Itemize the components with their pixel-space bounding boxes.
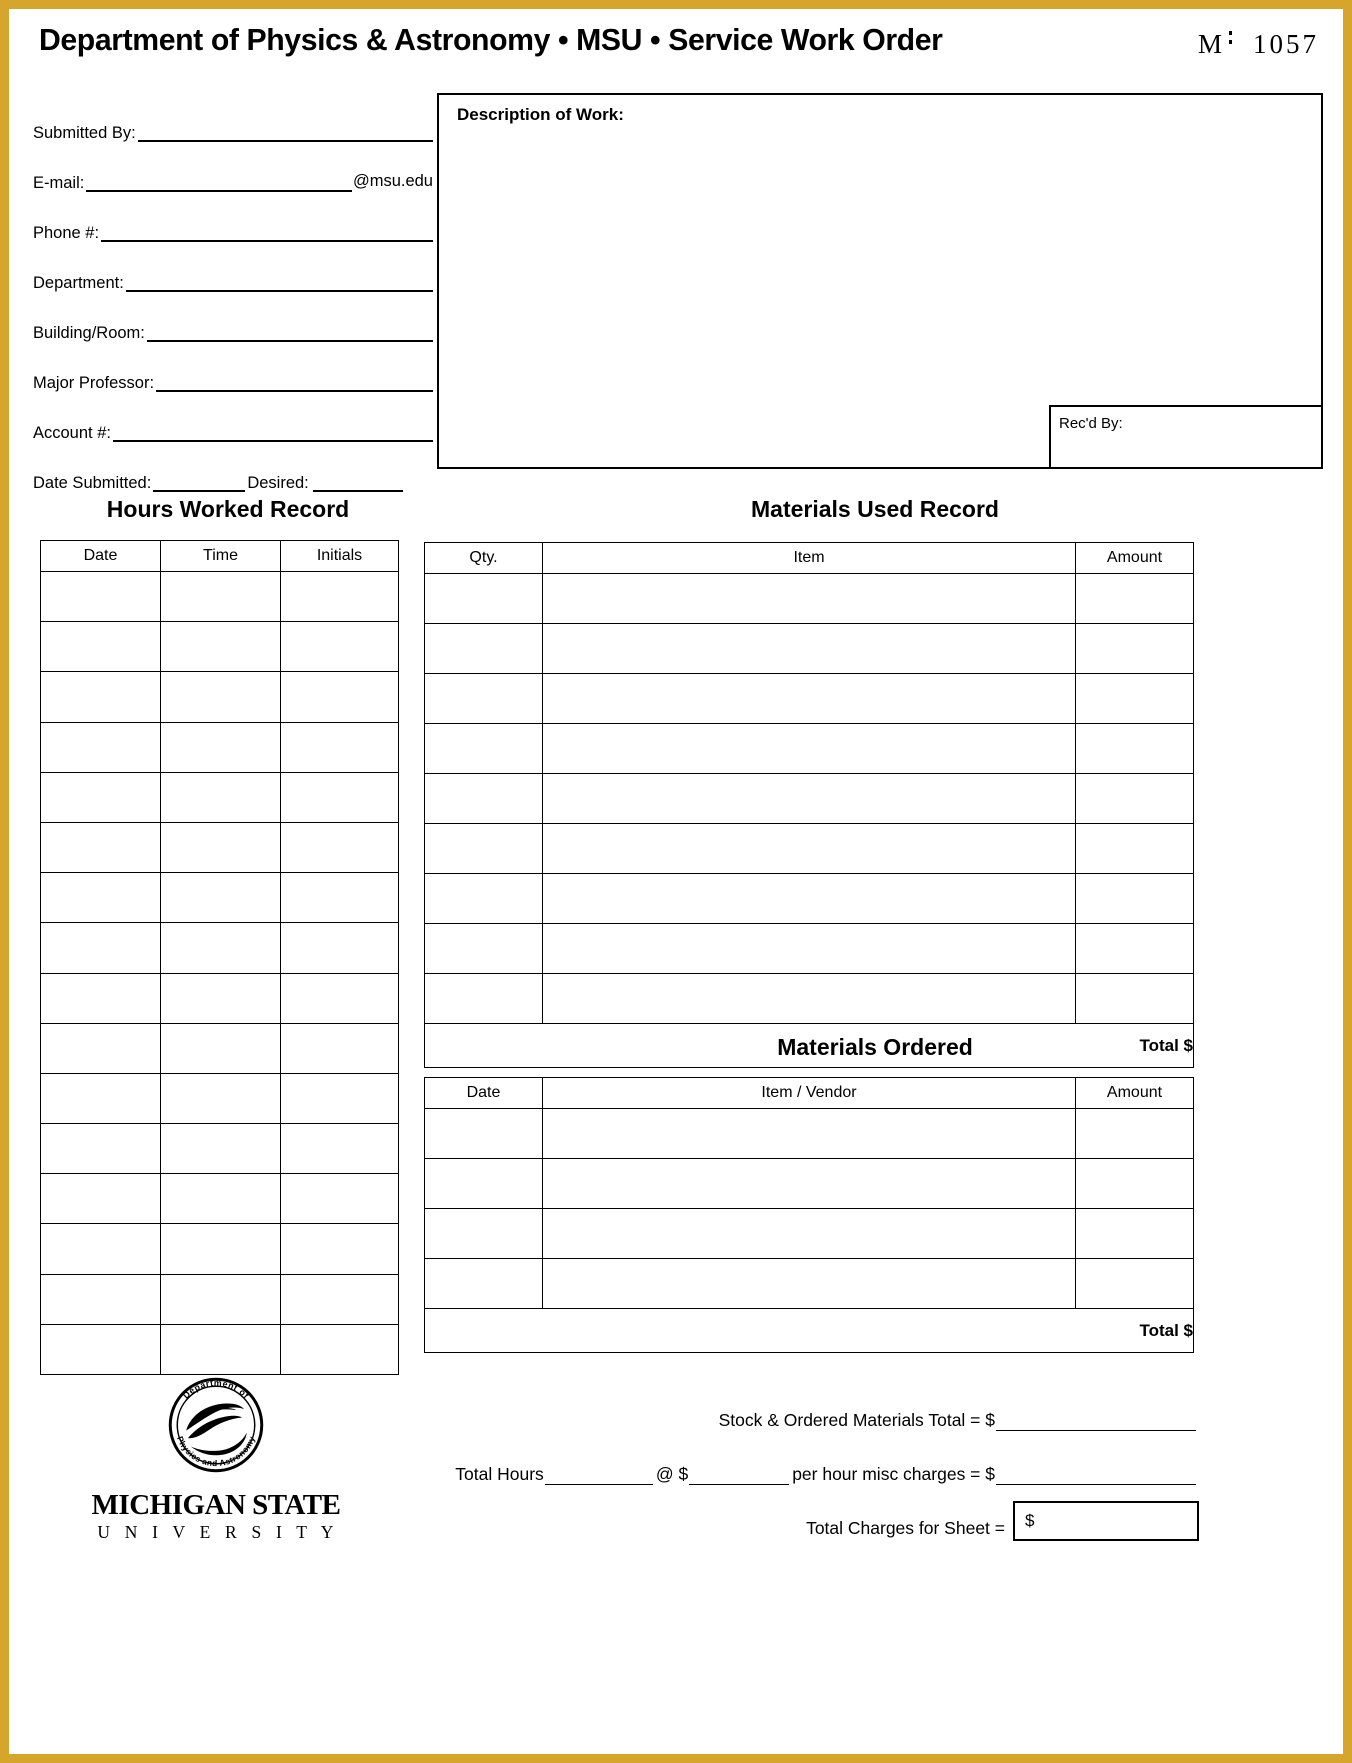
table-header-row: [425, 543, 1194, 574]
table-cell[interactable]: [1076, 924, 1194, 974]
table-cell[interactable]: [161, 622, 281, 672]
field-label: Submitted By:: [33, 123, 136, 142]
table-cell[interactable]: [281, 923, 399, 973]
field-building-room[interactable]: [33, 293, 433, 343]
table-cell[interactable]: [543, 874, 1076, 924]
university-subtitle: U N I V E R S I T Y: [97, 1521, 339, 1542]
per-hour-misc-label: per hour misc charges = $: [792, 1464, 995, 1484]
table-cell[interactable]: [41, 873, 161, 923]
table-row[interactable]: [41, 722, 399, 772]
table-cell[interactable]: [281, 1023, 399, 1073]
materials-ordered-title: Materials Ordered: [777, 1034, 973, 1060]
table-row[interactable]: [41, 923, 399, 973]
table-cell[interactable]: [281, 873, 399, 923]
hourly-rate-input[interactable]: [689, 1484, 789, 1485]
table-cell[interactable]: [41, 1324, 161, 1374]
field-label: Phone #:: [33, 223, 100, 242]
table-row[interactable]: [41, 1073, 399, 1123]
submitted-by-input[interactable]: [138, 140, 433, 142]
table-cell[interactable]: [1076, 624, 1194, 674]
table-row[interactable]: [425, 774, 1194, 824]
table-cell[interactable]: [281, 822, 399, 872]
table-cell[interactable]: [425, 574, 543, 624]
table-cell[interactable]: [425, 1159, 543, 1209]
misc-charges-input[interactable]: [996, 1484, 1196, 1485]
table-row[interactable]: [425, 874, 1194, 924]
table-cell[interactable]: [1076, 1259, 1194, 1309]
form-header: [31, 23, 1321, 77]
email-domain-suffix: @msu.edu: [352, 172, 433, 190]
table-cell[interactable]: [41, 923, 161, 973]
table-cell[interactable]: [1076, 774, 1194, 824]
table-cell[interactable]: [1076, 1159, 1194, 1209]
seal-top-text: Department of: [180, 1377, 252, 1401]
total-charges-line[interactable]: [399, 1487, 1199, 1541]
field-dates[interactable]: [33, 443, 433, 493]
table-row[interactable]: [425, 674, 1194, 724]
hours-worked-title: Hours Worked Record: [106, 496, 350, 522]
table-row[interactable]: [41, 1023, 399, 1073]
table-cell[interactable]: [425, 774, 543, 824]
table-cell[interactable]: [543, 774, 1076, 824]
table-row[interactable]: [41, 1274, 399, 1324]
table-row[interactable]: [41, 1124, 399, 1174]
table-cell[interactable]: [41, 622, 161, 672]
table-header-row: [425, 1078, 1194, 1109]
materials-used-title: Materials Used Record: [751, 496, 999, 522]
table-cell[interactable]: [161, 1274, 281, 1324]
table-cell[interactable]: [1076, 574, 1194, 624]
table-cell[interactable]: [281, 1174, 399, 1224]
major-professor-input[interactable]: [156, 390, 433, 392]
table-cell[interactable]: [161, 772, 281, 822]
table-cell[interactable]: [161, 722, 281, 772]
date-submitted-input[interactable]: [153, 490, 245, 492]
field-label: Account #:: [33, 423, 111, 442]
table-cell[interactable]: [281, 772, 399, 822]
table-cell[interactable]: [41, 1023, 161, 1073]
received-by-label: Rec'd By:: [1059, 415, 1123, 432]
table-cell[interactable]: [425, 674, 543, 724]
msu-branding: [81, 1369, 351, 1543]
stock-materials-total-input[interactable]: [996, 1430, 1196, 1431]
table-cell[interactable]: [281, 1073, 399, 1123]
account-number-input[interactable]: [113, 440, 433, 442]
table-row[interactable]: [41, 873, 399, 923]
table-cell[interactable]: [281, 1274, 399, 1324]
table-cell[interactable]: [281, 722, 399, 772]
table-cell[interactable]: [1076, 824, 1194, 874]
table-row[interactable]: [41, 622, 399, 672]
table-cell[interactable]: [281, 1324, 399, 1374]
table-cell[interactable]: [543, 674, 1076, 724]
table-cell[interactable]: [41, 822, 161, 872]
table-cell[interactable]: [543, 1159, 1076, 1209]
table-cell[interactable]: [543, 574, 1076, 624]
table-cell[interactable]: [161, 973, 281, 1023]
table-cell[interactable]: [41, 1124, 161, 1174]
table-cell[interactable]: [41, 973, 161, 1023]
table-cell[interactable]: [425, 1109, 543, 1159]
table-row[interactable]: [425, 1159, 1194, 1209]
svg-text:Department of: [181, 1378, 252, 1401]
received-by-box[interactable]: [1049, 405, 1323, 469]
table-cell[interactable]: [161, 1224, 281, 1274]
table-cell[interactable]: [41, 1274, 161, 1324]
table-row[interactable]: [41, 1174, 399, 1224]
building-room-input[interactable]: [147, 340, 433, 342]
table-row[interactable]: [41, 572, 399, 622]
email-input[interactable]: [86, 190, 352, 192]
column-header-item: Item: [543, 543, 1076, 574]
seal-bottom-text: Physics and Astronomy: [174, 1434, 257, 1469]
table-cell[interactable]: [543, 624, 1076, 674]
table-cell[interactable]: [425, 924, 543, 974]
table-row[interactable]: [425, 1209, 1194, 1259]
field-account-number[interactable]: [33, 393, 433, 443]
submitter-fields: [33, 93, 433, 493]
table-cell[interactable]: [281, 1124, 399, 1174]
table-cell[interactable]: [161, 1073, 281, 1123]
table-cell[interactable]: [281, 572, 399, 622]
serial-prefix: M: [1197, 29, 1223, 59]
table-cell[interactable]: [425, 874, 543, 924]
materials-used-table[interactable]: [424, 542, 1194, 1068]
table-cell[interactable]: [543, 1209, 1076, 1259]
column-header-initials: Initials: [281, 541, 399, 572]
date-desired-label: Desired:: [247, 473, 309, 492]
work-order-form: [9, 9, 1343, 1754]
table-cell[interactable]: [281, 622, 399, 672]
field-department[interactable]: [33, 243, 433, 293]
table-row[interactable]: [41, 672, 399, 722]
table-row[interactable]: [41, 822, 399, 872]
field-major-professor[interactable]: [33, 343, 433, 393]
date-desired-input[interactable]: [313, 490, 403, 492]
table-cell[interactable]: [41, 772, 161, 822]
total-hours-label: Total Hours: [455, 1464, 544, 1484]
table-cell[interactable]: [41, 722, 161, 772]
stock-materials-total-line[interactable]: [399, 1379, 1199, 1433]
table-cell[interactable]: [1076, 674, 1194, 724]
table-cell[interactable]: [425, 824, 543, 874]
table-cell[interactable]: [281, 672, 399, 722]
column-header-item-vendor: Item / Vendor: [543, 1078, 1076, 1109]
table-cell[interactable]: [543, 824, 1076, 874]
table-cell[interactable]: [543, 724, 1076, 774]
table-cell[interactable]: [543, 1259, 1076, 1309]
materials-ordered-table[interactable]: [424, 1077, 1194, 1353]
table-cell[interactable]: [543, 1109, 1076, 1159]
table-cell[interactable]: [161, 822, 281, 872]
table-cell[interactable]: [161, 572, 281, 622]
table-row[interactable]: [425, 924, 1194, 974]
stock-materials-label: Stock & Ordered Materials Total = $: [718, 1410, 995, 1430]
materials-ordered-total-label: Total $: [425, 1309, 1194, 1353]
table-cell[interactable]: [1076, 974, 1194, 1024]
phone-input[interactable]: [101, 240, 433, 242]
serial-digits: 1057: [1253, 29, 1319, 59]
table-cell[interactable]: [41, 1224, 161, 1274]
table-cell[interactable]: [41, 672, 161, 722]
table-row[interactable]: [41, 973, 399, 1023]
column-header-qty: Qty.: [425, 543, 543, 574]
table-row[interactable]: [41, 772, 399, 822]
field-label: Major Professor:: [33, 373, 155, 392]
hours-worked-table[interactable]: [40, 540, 399, 1375]
total-charges-input[interactable]: [1013, 1501, 1199, 1541]
table-row[interactable]: [425, 1109, 1194, 1159]
field-label: Building/Room:: [33, 323, 145, 342]
table-header-row: [41, 541, 399, 572]
table-row[interactable]: [425, 824, 1194, 874]
field-submitted-by[interactable]: [33, 93, 433, 143]
table-cell[interactable]: [425, 974, 543, 1024]
table-cell[interactable]: [281, 1224, 399, 1274]
table-total-row: [425, 1309, 1194, 1353]
table-cell[interactable]: [41, 1073, 161, 1123]
table-row[interactable]: [425, 624, 1194, 674]
description-of-work-box[interactable]: [437, 93, 1323, 469]
table-row[interactable]: [425, 724, 1194, 774]
column-header-amount: Amount: [1076, 1078, 1194, 1109]
table-cell[interactable]: [41, 572, 161, 622]
table-row[interactable]: [425, 574, 1194, 624]
description-label: Description of Work:: [457, 105, 624, 124]
table-cell[interactable]: [425, 1209, 543, 1259]
table-cell[interactable]: [1076, 1209, 1194, 1259]
table-row[interactable]: [41, 1324, 399, 1374]
table-row[interactable]: [425, 974, 1194, 1024]
total-hours-input[interactable]: [545, 1484, 653, 1485]
table-cell[interactable]: [161, 1023, 281, 1073]
table-cell[interactable]: [161, 672, 281, 722]
table-cell[interactable]: [425, 724, 543, 774]
table-row[interactable]: [425, 1259, 1194, 1309]
total-charges-label: Total Charges for Sheet =: [806, 1518, 1005, 1538]
table-cell[interactable]: [425, 624, 543, 674]
table-cell[interactable]: [1076, 874, 1194, 924]
table-cell[interactable]: [425, 1259, 543, 1309]
table-cell[interactable]: [1076, 724, 1194, 774]
column-header-time: Time: [161, 541, 281, 572]
table-row[interactable]: [41, 1224, 399, 1274]
department-input[interactable]: [126, 290, 433, 292]
serial-number: [1198, 29, 1319, 60]
field-email[interactable]: [33, 143, 433, 193]
table-cell[interactable]: [161, 1174, 281, 1224]
table-cell[interactable]: [543, 924, 1076, 974]
table-cell[interactable]: [281, 973, 399, 1023]
column-header-date: Date: [425, 1078, 543, 1109]
table-cell[interactable]: [161, 873, 281, 923]
field-phone[interactable]: [33, 193, 433, 243]
table-cell[interactable]: [161, 1124, 281, 1174]
field-label: E-mail:: [33, 173, 85, 192]
university-name: MICHIGAN STATE: [91, 1489, 341, 1521]
table-cell[interactable]: [543, 974, 1076, 1024]
physics-astronomy-seal-icon: [160, 1369, 272, 1481]
date-submitted-label: Date Submitted:: [33, 473, 152, 492]
page-title: Department of Physics & Astronomy • MSU • Service Work Order: [39, 23, 943, 57]
column-header-date: Date: [41, 541, 161, 572]
table-cell[interactable]: [161, 923, 281, 973]
currency-symbol: $: [1025, 1511, 1035, 1530]
field-label: Department:: [33, 273, 124, 292]
table-cell[interactable]: [161, 1324, 281, 1374]
materials-used-total-label: Total $: [425, 1024, 1194, 1068]
table-cell[interactable]: [41, 1174, 161, 1224]
total-hours-line[interactable]: [399, 1433, 1199, 1487]
rate-at-label: @ $: [655, 1464, 689, 1484]
column-header-amount: Amount: [1076, 543, 1194, 574]
totals-section: [399, 1379, 1199, 1541]
table-cell[interactable]: [1076, 1109, 1194, 1159]
